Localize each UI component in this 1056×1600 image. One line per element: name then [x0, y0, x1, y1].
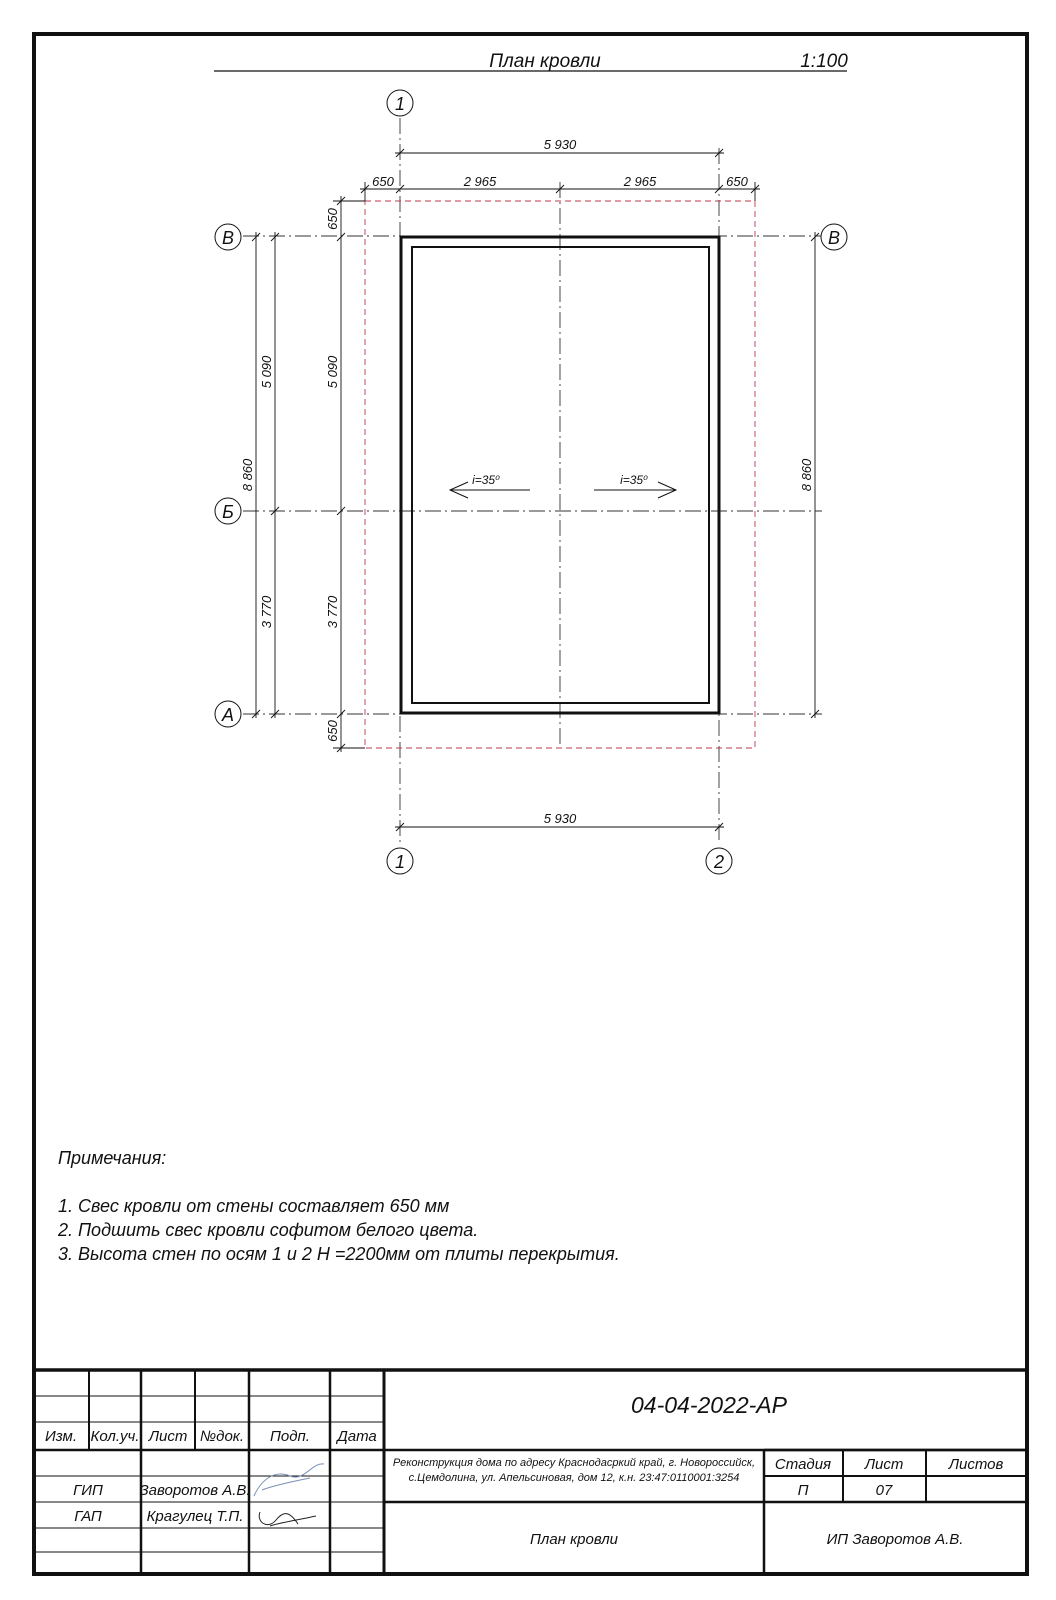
note-item: 2. Подшить свес кровли софитом белого цвета. [58, 1220, 479, 1240]
stamp-organization: ИП Заворотов А.В. [826, 1531, 964, 1548]
dim-top-half-left: 2 965 [463, 174, 497, 189]
stamp-name-gip: Заворотов А.В. [139, 1482, 251, 1499]
slope-right-label: i=35⁰ [620, 473, 648, 487]
dim-outer-total: 8 860 [240, 458, 255, 492]
axis-label-b-left: Б [222, 502, 234, 522]
stamp-list-label: Лист [864, 1456, 904, 1473]
stamp-project-line1: Реконструкция дома по адресу Краснодасркий край, г. Новороссийск, [392, 1457, 756, 1469]
dim-bottom-total: 5 930 [543, 811, 577, 826]
stamp-header-data: Дата [337, 1428, 377, 1445]
stamp-sheet-number: 07 [875, 1482, 893, 1499]
dim-top-half-right: 2 965 [623, 174, 657, 189]
stamp-project-line2: с.Цемдолина, ул. Апельсиновая, дом 12, к.н. 23:47:0110001:3254 [408, 1472, 740, 1484]
axis-label-v-right: В [827, 228, 841, 248]
stamp-stadia-value: П [797, 1482, 809, 1499]
stamp-role-gap: ГАП [74, 1508, 102, 1525]
dim-outer-lower: 3 770 [259, 595, 274, 629]
sheet-frame [34, 34, 1027, 1574]
dim-left-overhang-bottom: 650 [325, 720, 340, 742]
drawing-scale: 1:100 [800, 51, 848, 72]
signature-gip [254, 1464, 324, 1496]
stamp-name-gap: Крагулец Т.П. [146, 1508, 244, 1525]
notes-block [58, 1146, 620, 1266]
dim-outer-upper: 5 090 [259, 355, 274, 389]
stamp-header-podp: Подп. [270, 1428, 310, 1445]
axis-label-1-top: 1 [394, 94, 406, 114]
signature-gap [259, 1512, 316, 1526]
stamp-role-gip: ГИП [73, 1482, 103, 1499]
dim-top-overhang-right: 650 [726, 174, 748, 189]
dim-left-seg-upper: 5 090 [325, 355, 340, 389]
wall-inner [412, 247, 709, 703]
stamp-header-list: Лист [148, 1428, 188, 1445]
dim-left-overhang-top: 650 [325, 208, 340, 230]
dim-right-total: 8 860 [799, 458, 814, 492]
note-item: 3. Высота стен по осям 1 и 2 Н =2200мм от плиты перекрытия. [58, 1244, 620, 1264]
dim-top-total: 5 930 [543, 137, 577, 152]
slope-left-label: i=35⁰ [472, 473, 500, 487]
axis-label-1-bottom: 1 [394, 852, 406, 872]
axis-label-a-left: А [221, 705, 235, 725]
stamp-listov-label: Листов [948, 1456, 1004, 1473]
stamp-sheet-title: План кровли [530, 1531, 618, 1548]
stamp-header-izm: Изм. [45, 1428, 77, 1445]
stamp-header-kol: Кол.уч. [90, 1428, 140, 1445]
axis-label-v-left: В [221, 228, 235, 248]
notes-heading: Примечания: [58, 1148, 167, 1168]
stamp-doc-code: 04-04-2022-АР [631, 1392, 787, 1418]
dim-top-overhang-left: 650 [372, 174, 394, 189]
axis-bubbles [215, 90, 847, 874]
drawing-title: План кровли [489, 51, 601, 72]
stamp-header-ndok: №док. [199, 1428, 245, 1445]
axis-label-2-bottom: 2 [713, 852, 725, 872]
dim-left-seg-lower: 3 770 [325, 595, 340, 629]
note-item: 1. Свес кровли от стены составляет 650 мм [58, 1196, 450, 1216]
stamp-stadia-label: Стадия [774, 1456, 832, 1473]
